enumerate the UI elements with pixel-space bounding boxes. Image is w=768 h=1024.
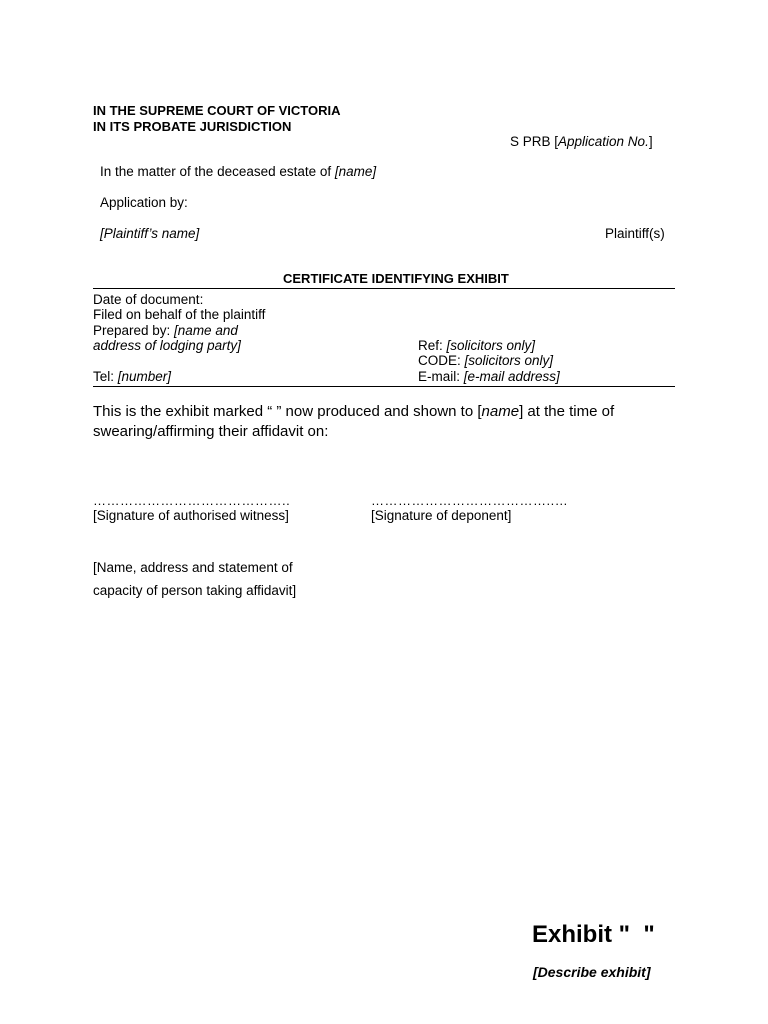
application-number-prefix: S PRB [ — [510, 134, 559, 149]
witness-signature-label: [Signature of authorised witness] — [93, 508, 289, 523]
reference — [418, 338, 535, 354]
prepared-by-placeholder: [name and — [174, 323, 238, 338]
exhibit-statement — [93, 402, 614, 442]
court-name: IN THE SUPREME COURT OF VICTORIA — [93, 103, 341, 118]
person-taking-line2: capacity of person taking affidavit] — [93, 583, 297, 598]
person-taking-affidavit — [93, 556, 296, 602]
application-number-placeholder: Application No. — [558, 134, 649, 149]
header-top-rule — [93, 288, 675, 289]
exhibit-statement-part2: ] at the time of — [519, 403, 615, 420]
code-placeholder: [solicitors only] — [464, 353, 554, 368]
exhibit-statement-line1 — [93, 402, 614, 422]
email — [418, 369, 560, 385]
application-number — [510, 134, 653, 149]
code — [418, 353, 553, 369]
deponent-signature-label: [Signature of deponent] — [371, 508, 512, 523]
estate-matter-text: In the matter of the deceased estate of — [100, 164, 335, 179]
prepared-by-address-placeholder: address of lodging party] — [93, 338, 241, 353]
certificate-title: CERTIFICATE IDENTIFYING EXHIBIT — [283, 271, 509, 286]
deceased-name-placeholder: [name] — [334, 164, 377, 179]
describe-exhibit-placeholder: [Describe exhibit] — [533, 964, 651, 980]
plaintiff-name-placeholder: [Plaintiff’s name] — [100, 226, 200, 241]
prepared-by — [93, 323, 238, 339]
exhibit-statement-line2: swearing/affirming their affidavit on: — [93, 423, 329, 440]
tel-label: Tel: — [93, 369, 118, 384]
prepared-by-label: Prepared by: — [93, 323, 175, 338]
date-of-document-label: Date of document: — [93, 292, 204, 307]
deponent-signature-line: …………………………………..… — [371, 493, 569, 508]
exhibit-label: Exhibit " " — [532, 921, 655, 948]
estate-matter — [100, 164, 376, 179]
exhibit-statement-name-placeholder: name — [481, 403, 520, 420]
email-placeholder: [e-mail address] — [463, 369, 560, 384]
witness-signature-line: …………………………………….. — [93, 493, 291, 508]
header-bottom-rule — [93, 386, 675, 387]
application-number-suffix: ] — [648, 134, 653, 149]
person-taking-line1: [Name, address and statement of — [93, 560, 293, 575]
tel-placeholder: [number] — [117, 369, 172, 384]
ref-label: Ref: — [418, 338, 447, 353]
court-heading — [93, 103, 341, 135]
exhibit-statement-part1: This is the exhibit marked “ ” now produced and shown to [ — [93, 403, 482, 420]
ref-placeholder: [solicitors only] — [446, 338, 536, 353]
plaintiffs-label: Plaintiff(s) — [605, 226, 665, 241]
filed-on-behalf: Filed on behalf of the plaintiff — [93, 307, 266, 322]
court-jurisdiction: IN ITS PROBATE JURISDICTION — [93, 119, 292, 134]
email-label: E-mail: — [418, 369, 464, 384]
code-label: CODE: — [418, 353, 465, 368]
application-by-label: Application by: — [100, 195, 188, 210]
telephone — [93, 369, 171, 385]
